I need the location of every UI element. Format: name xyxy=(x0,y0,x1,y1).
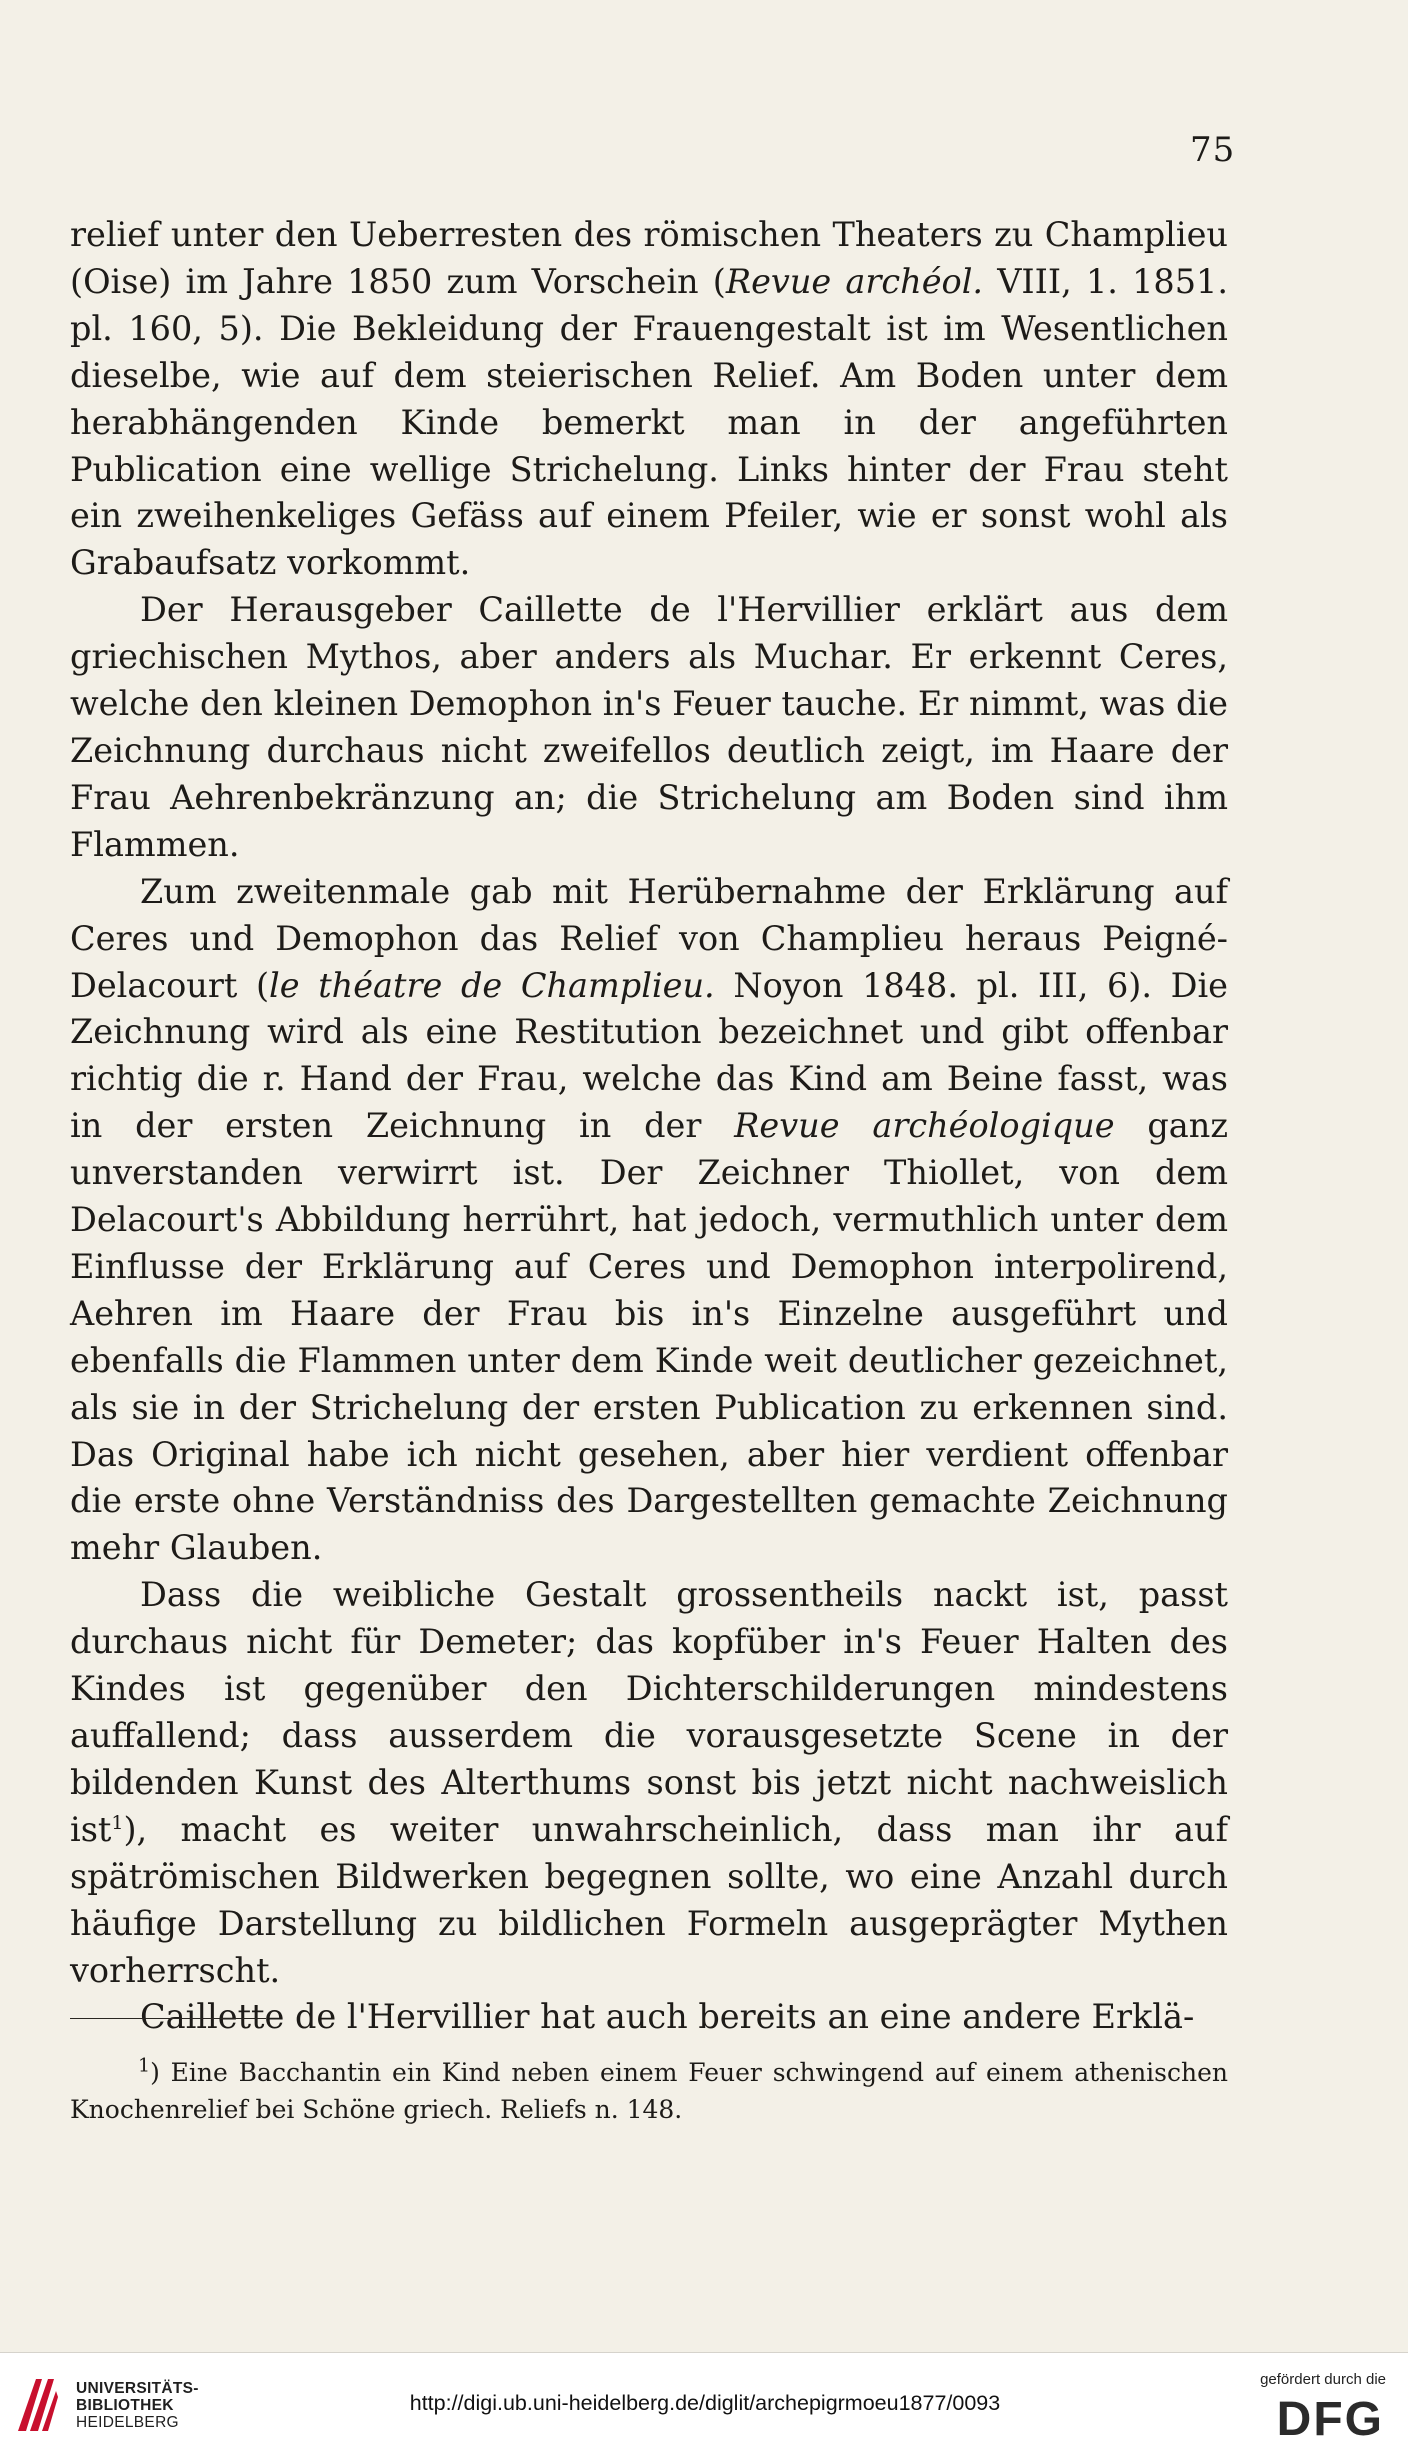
dfg-logo-text: DFG xyxy=(1276,2393,1384,2441)
library-name-line3: HEIDELBERG xyxy=(76,2414,179,2431)
dfg-logo-icon xyxy=(1238,2393,1386,2441)
italic-citation: le théatre de Champlieu. xyxy=(269,965,715,1005)
permalink-url[interactable]: http://digi.ub.uni-heidelberg.de/diglit/archepigrmoeu1877/0093 xyxy=(409,2391,1001,2415)
text-run: Noyon 1848. pl. III, 6). Die Zeichnung wird als eine Restitution bezeichnet und gibt offenbar richtig die r. Hand der Frau, welche das Kind am Beine fasst, was in der ersten Zeichnung in der xyxy=(70,965,1229,1146)
text-run: ), macht es weiter unwahrscheinlich, dass man ihr auf spätrömischen Bildwerken begegnen sollte, wo eine Anzahl durch häufige Darstellung zu bildlichen Formeln ausgeprägter Mythen vorherrscht. xyxy=(70,1809,1228,1990)
footnote-marker: 1 xyxy=(138,2054,151,2077)
text-run: ganz unverstanden verwirrt ist. Der Zeichner Thiollet, von dem Delacourt's Abbildung herrührt, hat jedoch, vermuthlich unter dem Einflusse der Erklärung auf Ceres und Demophon interpolirend, Aehren im Haare der Frau bis in's Einzelne ausgeführt und ebenfalls die Flammen unter dem Kinde weit deutlicher gezeichnet, als sie in der Strichelung der ersten Publication zu erkennen sind. Das Original habe ich nicht gesehen, aber hier verdient offenbar die erste ohne Verständniss des Dargestellten gemachte Zeichnung mehr Glauben. xyxy=(70,1106,1229,1568)
italic-citation: Revue archéol. xyxy=(725,261,984,301)
paragraph xyxy=(70,212,1228,587)
paragraph xyxy=(70,869,1228,1573)
footnote-text: ) Eine Bacchantin ein Kind neben einem Feuer schwingend auf einem athenischen Knochenrelief bei Schöne griech. Reliefs n. 148. xyxy=(70,2058,1228,2124)
text-run: Dass die weibliche Gestalt grossentheils nackt ist, passt durchaus nicht für Demeter; das kopfüber in's Feuer Halten des Kindes ist gegenüber den Dichterschilderungen mindestens auffallend; dass ausserdem die vorausgesetzte Scene in der bildenden Kunst des Alterthums sonst bis jetzt nicht nachweislich ist xyxy=(70,1575,1228,1849)
footnote xyxy=(70,2054,1228,2128)
page-number: 75 xyxy=(1190,130,1236,170)
text-run: VIII, 1. 1851. pl. 160, 5). Die Bekleidung der Frauengestalt ist im Wesentlichen dieselbe, wie auf dem steierischen Relief. Am Boden unter dem herabhängenden Kinde bemerkt man in der angeführten Publication eine wellige Strichelung. Links hinter der Frau steht ein zweihenkeliges Gefäss auf einem Pfeiler, wie er sonst wohl als Grabaufsatz vorkommt. xyxy=(70,261,1228,583)
library-name xyxy=(76,2380,199,2431)
text-run: Caillette de l'Hervillier hat auch bereits an eine andere Erklä- xyxy=(140,1997,1195,2037)
footnote-reference: 1 xyxy=(111,1811,124,1834)
paragraph xyxy=(70,1572,1228,1994)
library-name-line2: BIBLIOTHEK xyxy=(76,2397,174,2414)
text-run: Der Herausgeber Caillette de l'Hervillier erklärt aus dem griechischen Mythos, aber anders als Muchar. Er erkennt Ceres, welche den kleinen Demophon in's Feuer tauche. Er nimmt, was die Zeichnung durchaus nicht zweifellos deutlich zeigt, im Haare der Frau Aehrenbekränzung an; die Strichelung am Boden sind ihm Flammen. xyxy=(70,590,1229,864)
body-text xyxy=(70,212,1228,2041)
paragraph xyxy=(70,587,1228,868)
italic-citation: Revue archéologique xyxy=(734,1106,1115,1146)
library-name-line1: UNIVERSITÄTS- xyxy=(76,2380,199,2397)
library-logo-icon xyxy=(14,2371,60,2439)
digitization-footer xyxy=(0,2352,1408,2455)
funded-by-label: gefördert durch die xyxy=(1260,2371,1386,2388)
text-run: relief unter den Ueberresten des römischen Theaters zu Champlieu (Oise) im Jahre 1850 zum Vorschein ( xyxy=(70,215,1228,301)
text-run: Zum zweitenmale gab mit Herübernahme der Erklärung auf Ceres und Demophon das Relief von Champlieu heraus Peigné-Delacourt ( xyxy=(70,871,1228,1005)
footnote-divider xyxy=(70,2018,266,2019)
